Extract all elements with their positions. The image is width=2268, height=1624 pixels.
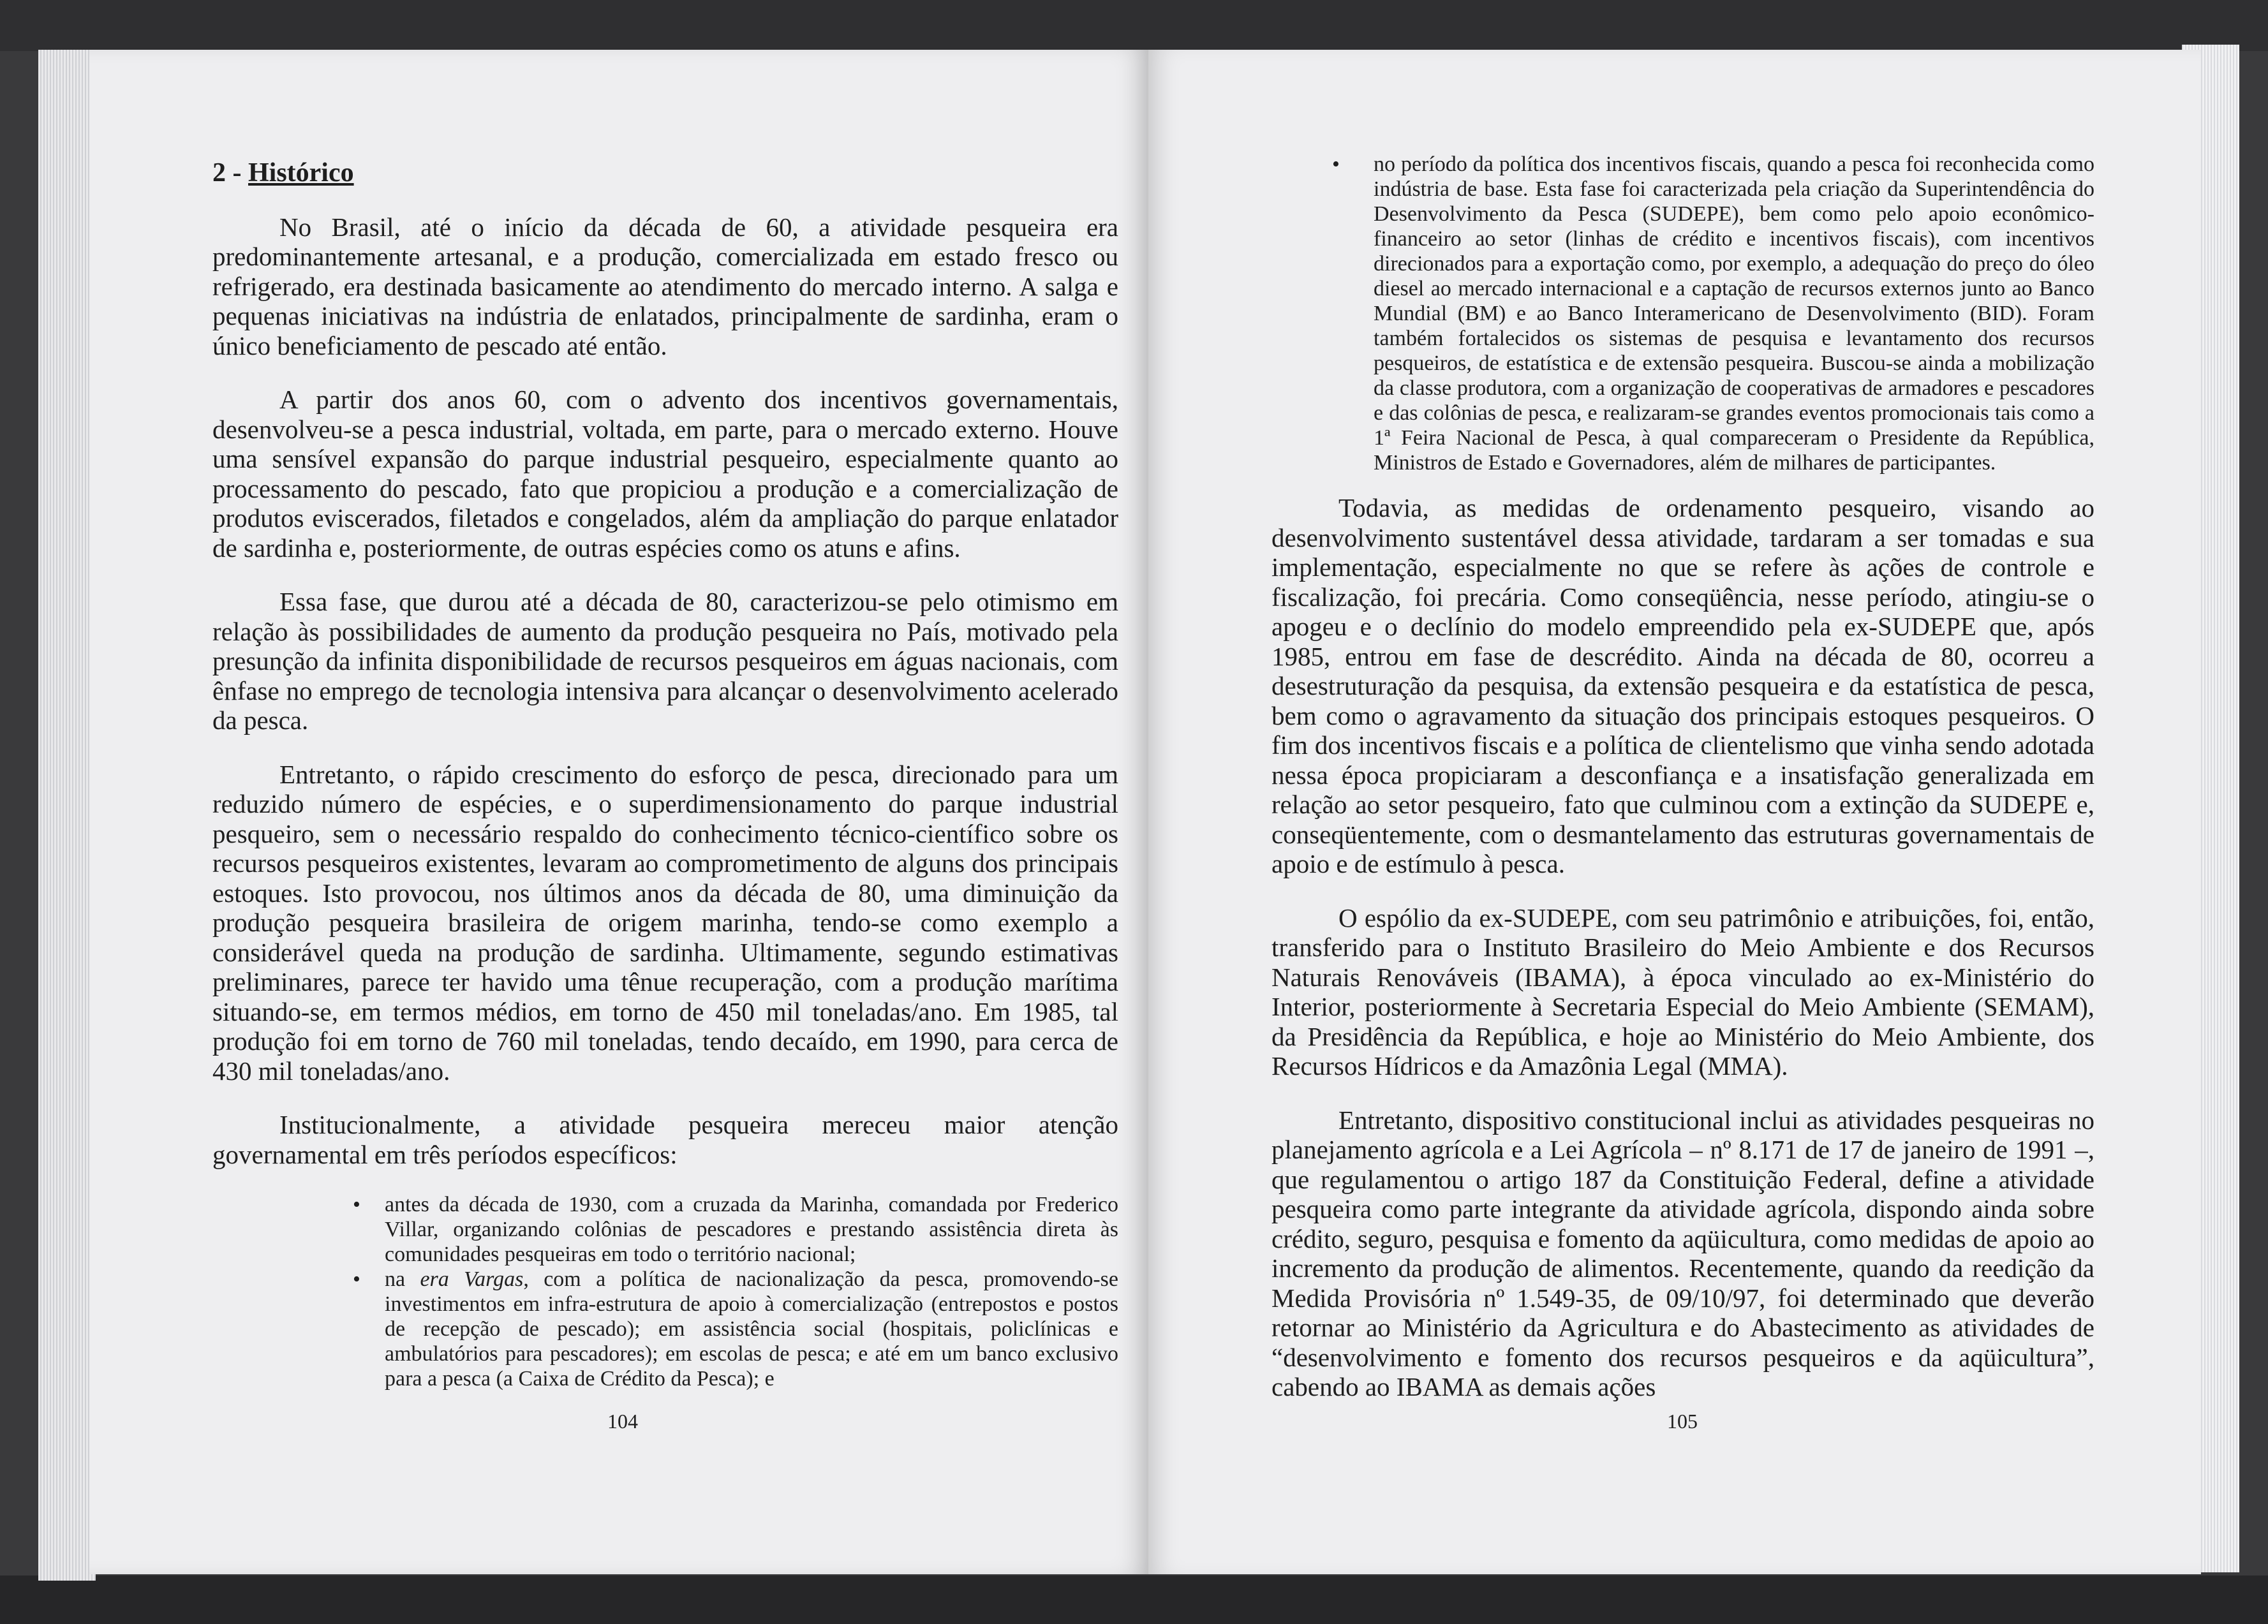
bullet-list: [1271, 152, 2094, 475]
list-item: [346, 1267, 1118, 1391]
paragraph: No Brasil, até o início da década de 60, a atividade pesqueira era predominantemente artesanal, e a produção, comercializada em estado fresco ou refrigerado, era destinada basicamente ao atendimento do mercado interno. A salga e pequenas iniciativas na indústria de enlatados, principalmente de sardinha, eram o único beneficiamento de pescado até então.: [212, 212, 1118, 360]
right-text-column: [1271, 152, 2094, 1426]
bullet-icon: •: [1332, 152, 1340, 176]
bullet-list: [212, 1192, 1118, 1391]
scanner-background-top: [0, 0, 2268, 51]
bullet-text: no período da política dos incentivos fiscais, quando a pesca foi reconhecida como indústria de base. Esta fase foi caracterizada pela criação da Superintendência do Desenvolvimento da Pesca (SUDEPE), bem como pelo apoio econômico-financeiro ao setor (linhas de crédito e incentivos fiscais), com incentivos direcionados para a exportação como, por exemplo, a adequação do preço do óleo diesel ao mercado internacional e a captação de recursos externos junto ao Banco Mundial (BM) e ao Banco Interamericano de Desenvolvimento (BID). Foram também fortalecidos os sistemas de pesquisa e levantamento dos recursos pesqueiros, de estatística e de extensão pesqueira. Buscou-se ainda a mobilização da classe produtora, com a organização de cooperativas de armadores e pescadores e das colônias de pesca, e realizaram-se grandes eventos promocionais tais como a 1ª Feira Nacional de Pesca, à qual compareceram o Presidente da República, Ministros de Estado e Governadores, além de milhares de participantes.: [1374, 152, 2094, 475]
paragraph: Entretanto, dispositivo constitucional inclui as atividades pesqueiras no planejamento agrícola e a Lei Agrícola – nº 8.171 de 17 de janeiro de 1991 –, que regulamentou o artigo 187 da Constituição Federal, define a atividade pesqueira como parte integrante da atividade agrícola, dispondo ainda sobre crédito, seguro, pesquisa e fomento da aqüicultura, como medidas de apoio ao incremento da produção de alimentos. Recentemente, quando da reedição da Medida Provisória nº 1.549-35, de 09/10/97, foi determinado que deverão retornar ao Ministério da Agricultura e do Abastecimento as atividades de “desenvolvimento e fomento dos recursos pesqueiros e da aqüicultura”, cabendo ao IBAMA as demais ações: [1271, 1105, 2094, 1401]
paragraph: O espólio da ex-SUDEPE, com seu patrimônio e atribuições, foi, então, transferido para o Instituto Brasileiro do Meio Ambiente e dos Recursos Naturais Renováveis (IBAMA), à época vinculado ao ex-Ministério do Interior, posteriormente à Secretaria Especial do Meio Ambiente (SEMAM), da Presidência da República, e hoje ao Ministério do Meio Ambiente, dos Recursos Hídricos e da Amazônia Legal (MMA).: [1271, 903, 2094, 1081]
page-number: 105: [1667, 1410, 1698, 1433]
paragraph: Todavia, as medidas de ordenamento pesqueiro, visando ao desenvolvimento sustentável dessa atividade, tardaram a ser tomadas e sua implementação, especialmente no que se refere às ações de controle e fiscalização, foi precária. Como conseqüência, nesse período, atingiu-se o apogeu e o declínio do modelo empreendido pela ex-SUDEPE que, após 1985, entrou em fase de descrédito. Ainda na década de 80, ocorreu a desestruturação da pesquisa, da extensão pesqueira e da estatística de pesca, bem como o agravamento da situação dos principais estoques pesqueiros. O fim dos incentivos fiscais e a política de clientelismo que vinha sendo adotada nessa época propiciaram a desconfiança e a insatisfação generalizada em relação ao setor pesqueiro, fato que culminou com a extinção da SUDEPE e, conseqüentemente, com o desmantelamento das estruturas governamentais de apoio e de estímulo à pesca.: [1271, 493, 2094, 878]
bullet-text: antes da década de 1930, com a cruzada da Marinha, comandada por Frederico Villar, organizando colônias de pescadores e prestando assistência direta às comunidades pesqueiras em todo o território nacional;: [385, 1193, 1118, 1266]
paragraph: Institucionalmente, a atividade pesqueira mereceu maior atenção governamental em três períodos específicos:: [212, 1110, 1118, 1169]
section-heading: [212, 158, 1118, 188]
scanner-background-bottom: [0, 1576, 2268, 1624]
paragraph: A partir dos anos 60, com o advento dos incentivos governamentais, desenvolveu-se a pesca industrial, voltada, em parte, para o mercado externo. Houve uma sensível expansão do parque industrial pesqueiro, especialmente quanto ao processamento do pescado, fato que propiciou a produção e a comercialização de produtos eviscerados, filetados e congelados, além da ampliação do parque enlatador de sardinha e, posteriormente, de outras espécies como os atuns e afins.: [212, 385, 1118, 563]
section-heading-title: Histórico: [248, 158, 354, 188]
bullet-text-italic: era Vargas: [420, 1267, 524, 1291]
right-page: [1148, 50, 2201, 1574]
paragraph: Essa fase, que durou até a década de 80, caracterizou-se pelo otimismo em relação às possibilidades de aumento da produção pesqueira no País, motivado pela presunção da infinita disponibilidade de recursos pesqueiros em águas nacionais, com ênfase no emprego de tecnologia intensiva para alcançar o desenvolvimento acelerado da pesca.: [212, 587, 1118, 735]
bullet-text-end: , com a política de nacionalização da pesca, promovendo-se investimentos em infra-estrutura de apoio à comercialização (entrepostos e postos de recepção de pescado); em assistência social (hospitais, policlínicas e ambulatórios para pescadores); em escolas de pesca; e até em um banco exclusivo para a pesca (a Caixa de Crédito da Pesca); e: [385, 1267, 1118, 1391]
page-number: 104: [607, 1410, 638, 1433]
bullet-icon: •: [353, 1193, 360, 1216]
list-item: [1271, 152, 2094, 475]
bullet-text-start: na: [385, 1267, 420, 1291]
left-text-column: [212, 158, 1118, 1391]
section-heading-number: 2 -: [212, 158, 248, 188]
list-item: [346, 1192, 1118, 1267]
bullet-icon: •: [353, 1267, 360, 1291]
paragraph: Entretanto, o rápido crescimento do esforço de pesca, direcionado para um reduzido número de espécies, e o superdimensionamento do parque industrial pesqueiro, sem o necessário respaldo do conhecimento técnico-científico sobre os recursos pesqueiros existentes, levaram ao comprometimento de alguns dos principais estoques. Isto provocou, nos últimos anos da década de 80, uma diminuição da produção pesqueira brasileira de origem marinha, tendo-se como exemplo a considerável queda na produção de sardinha. Ultimamente, segundo estimativas preliminares, parece ter havido uma tênue recuperação, com a produção marítima situando-se, em termos médios, em torno de 450 mil toneladas/ano. Em 1985, tal produção foi em torno de 760 mil toneladas, tendo decaído, em 1990, para cerca de 430 mil toneladas/ano.: [212, 759, 1118, 1086]
left-page: [89, 50, 1148, 1574]
left-page-stack-edge: [38, 50, 96, 1581]
